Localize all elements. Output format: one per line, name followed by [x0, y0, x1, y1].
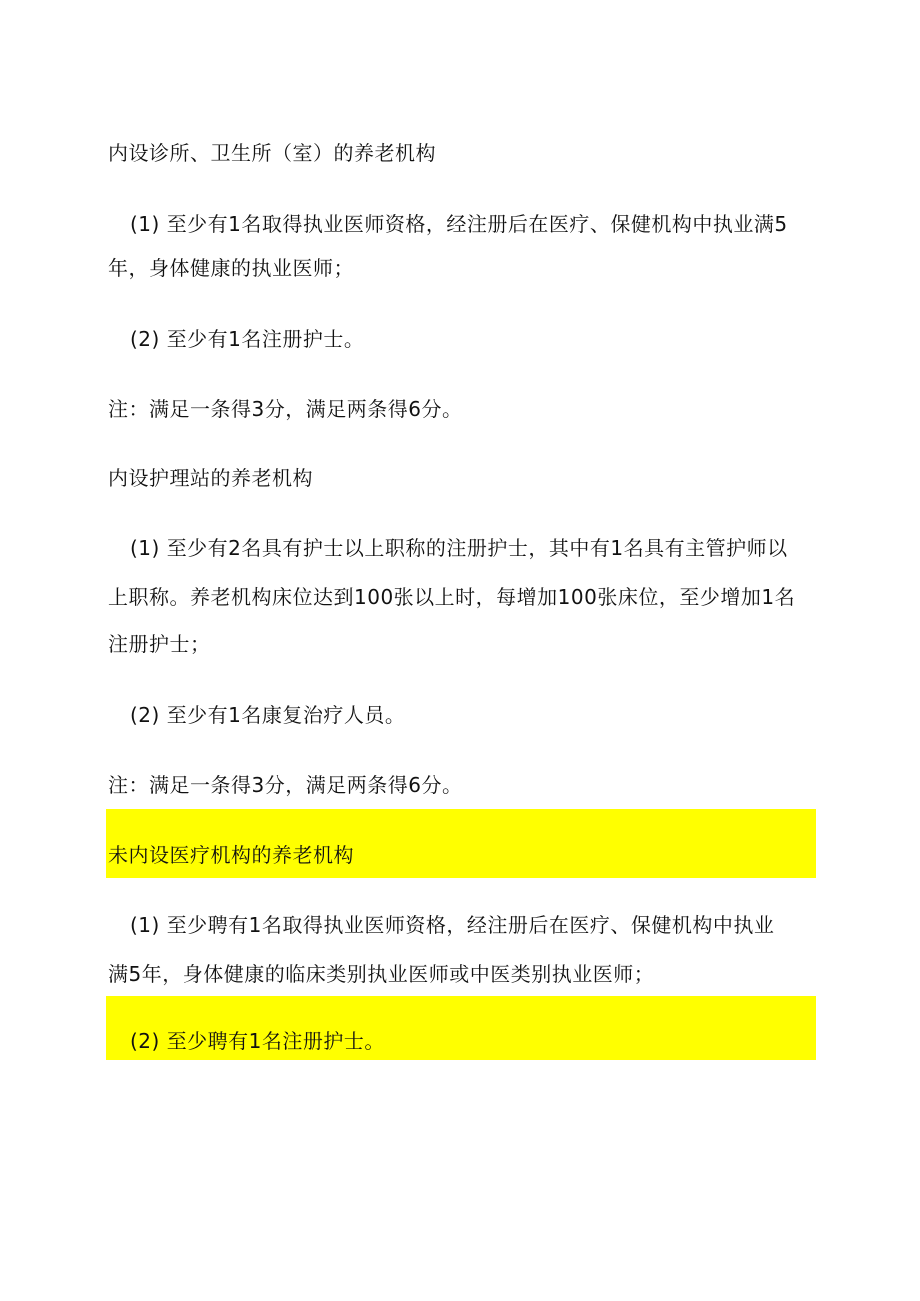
clinic-item-1-line-2: 年，身体健康的执业医师； — [108, 256, 354, 280]
no-medical-item-1-line-1: (1) 至少聘有1名取得执业医师资格，经注册后在医疗、保健机构中执业 — [130, 913, 775, 937]
no-medical-item-2: (2) 至少聘有1名注册护士。 — [130, 1029, 385, 1053]
nursing-item-1-line-2: 上职称。养老机构床位达到100张以上时，每增加100张床位，至少增加1名 — [108, 585, 796, 609]
section-heading-nursing-station: 内设护理站的养老机构 — [108, 466, 313, 490]
clinic-item-1-line-1: (1) 至少有1名取得执业医师资格，经注册后在医疗、保健机构中执业满5 — [130, 212, 788, 236]
section-heading-clinic: 内设诊所、卫生所（室）的养老机构 — [108, 141, 436, 165]
section-heading-no-medical: 未内设医疗机构的养老机构 — [108, 843, 354, 867]
no-medical-item-1-line-2: 满5年，身体健康的临床类别执业医师或中医类别执业医师； — [108, 962, 655, 986]
clinic-note: 注：满足一条得3分，满足两条得6分。 — [108, 397, 463, 421]
nursing-item-1-line-3: 注册护士； — [108, 632, 211, 656]
nursing-item-1-line-1: (1) 至少有2名具有护士以上职称的注册护士，其中有1名具有主管护师以 — [130, 536, 788, 560]
nursing-item-2: (2) 至少有1名康复治疗人员。 — [130, 703, 406, 727]
nursing-note: 注：满足一条得3分，满足两条得6分。 — [108, 773, 463, 797]
clinic-item-2: (2) 至少有1名注册护士。 — [130, 327, 365, 351]
